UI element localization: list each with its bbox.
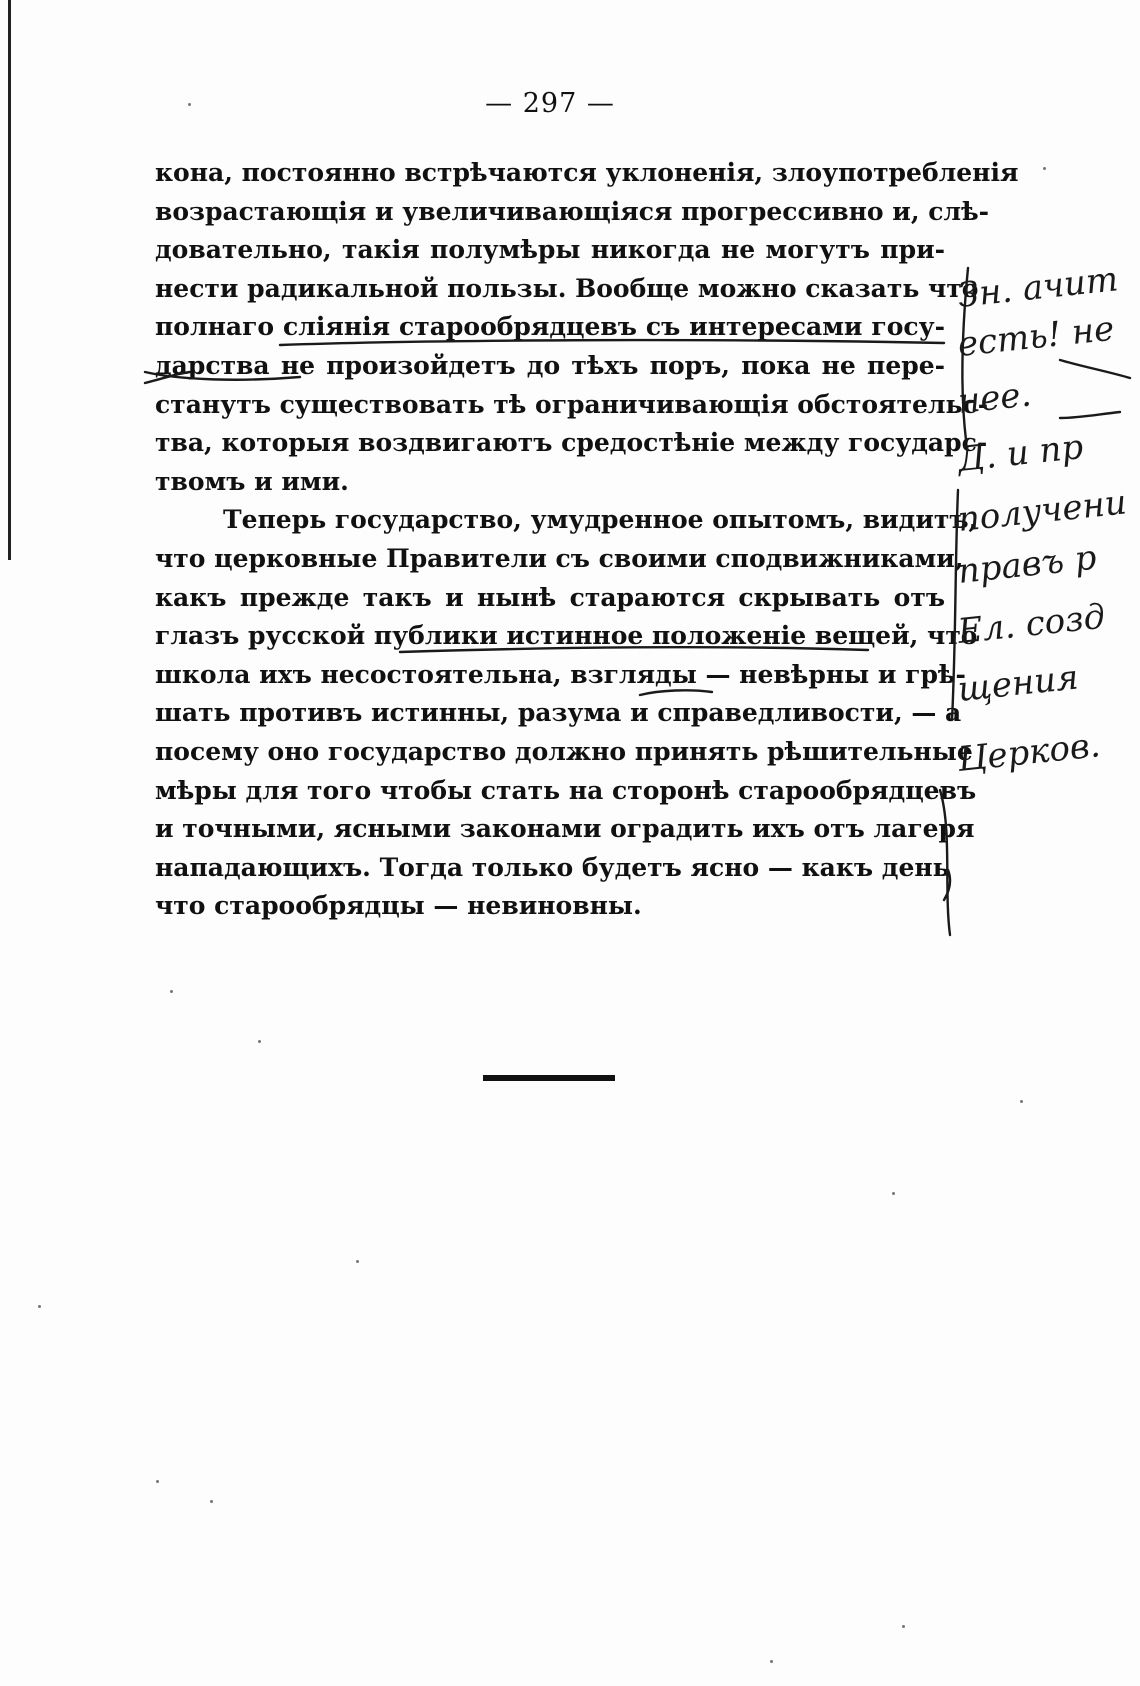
paper-speck <box>902 1625 905 1628</box>
handwritten-note: Ел. созд <box>955 596 1107 652</box>
text-line: Теперь государство, умудренное опытомъ, видитъ, <box>223 505 978 535</box>
paper-speck <box>258 1040 261 1043</box>
text-line: глазъ русской публики истинное положеніе вещей, что <box>155 621 978 651</box>
paper-speck <box>156 1480 159 1483</box>
text-line: посему оно государство должно принять рѣшительные <box>155 736 973 766</box>
page-edge-shadow <box>8 0 11 560</box>
text-line: дарства не произойдетъ до тѣхъ поръ, пока не пере- <box>155 350 945 380</box>
text-line: твомъ и ими. <box>155 466 349 496</box>
section-separator-rule <box>483 1075 615 1081</box>
text-line: кона, постоянно встрѣчаются уклоненія, злоупотребленія <box>155 158 1019 187</box>
scribble-mark <box>1060 412 1120 418</box>
text-line: мѣры для того чтобы стать на сторонѣ старообрядцевъ <box>155 775 977 805</box>
text-line: нести радикальной пользы. Вообще можно сказать что <box>155 273 979 303</box>
text-line: что старообрядцы — невиновны. <box>155 891 642 921</box>
handwritten-note: есть! не <box>955 308 1117 365</box>
paper-speck <box>1043 167 1046 170</box>
page-number: — 297 — <box>485 88 615 119</box>
text-line: и точными, ясными законами оградить ихъ отъ лагеря <box>155 814 975 844</box>
handwritten-note: Церков. <box>955 725 1103 780</box>
paper-speck <box>1020 1100 1023 1103</box>
text-line: довательно, такія полумѣры никогда не могутъ при- <box>155 235 945 265</box>
text-line: что церковные Правители съ своими сподвижниками, <box>155 543 964 573</box>
handwritten-note: нее. <box>955 374 1034 422</box>
text-line: шать противъ истинны, разума и справедливости, — а <box>155 698 962 728</box>
paper-speck <box>892 1192 895 1195</box>
text-line: нападающихъ. Тогда только будетъ ясно — какъ день <box>155 852 950 882</box>
handwritten-note: правъ р <box>955 537 1099 592</box>
scribble-mark <box>1060 360 1130 378</box>
text-line: станутъ существовать тѣ ограничивающія обстоятельс- <box>155 389 989 419</box>
text-line: полнаго сліянія старообрядцевъ съ интересами госу- <box>155 312 945 342</box>
text-line: возрастающія и увеличивающіяся прогрессивно и, слѣ- <box>155 196 990 226</box>
handwritten-note: Зн. ачит <box>955 259 1120 316</box>
paper-speck <box>210 1500 213 1503</box>
paper-speck <box>770 1660 773 1663</box>
handwritten-note: Д. и пр <box>955 426 1086 480</box>
text-line: школа ихъ несостоятельна, взгляды — невѣрны и грѣ- <box>155 659 966 689</box>
paper-speck <box>188 103 191 106</box>
text-line: тва, которыя воздвигаютъ средостѣніе между государс- <box>155 428 988 458</box>
paper-speck <box>356 1260 359 1263</box>
paper-speck <box>38 1305 41 1308</box>
text-line: какъ прежде такъ и нынѣ стараются скрывать отъ <box>155 582 945 612</box>
handwritten-note: получени <box>955 482 1129 540</box>
paper-speck <box>170 990 173 993</box>
handwritten-note: щения <box>955 657 1081 710</box>
